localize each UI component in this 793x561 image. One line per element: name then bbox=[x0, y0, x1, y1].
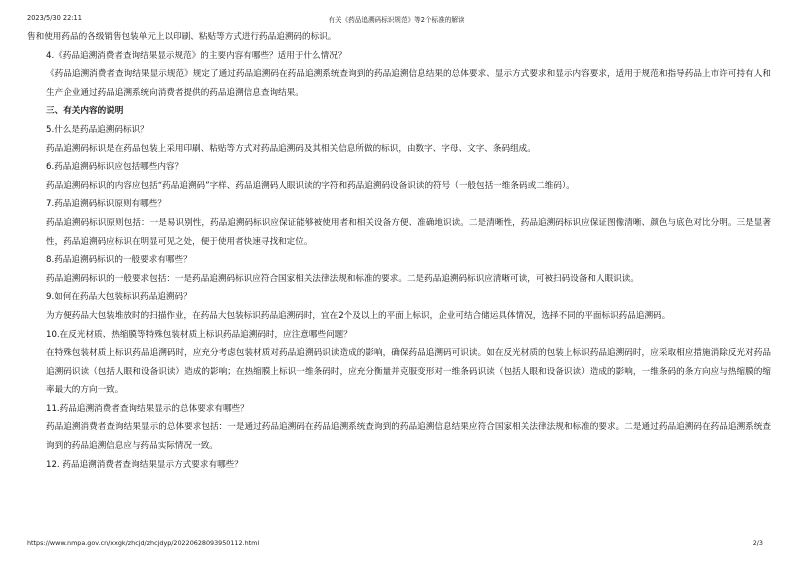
paragraph: 《药品追溯消费者查询结果显示规范》规定了通过药品追溯码在药品追溯系统查询到的药品追溯信息结果的总体要求、显示方式要求和显示内容要求，适用于规范和指导药品上市许可持有人和生产企业通过药品追溯系统向消费者提供的药品追溯信息查询结果。 bbox=[46, 69, 771, 98]
print-timestamp: 2023/5/30 22:11 bbox=[27, 14, 82, 22]
article-body bbox=[27, 28, 771, 474]
paragraph: 药品追溯码标识的内容应包括“药品追溯码”字样、药品追溯码人眼识读的字符和药品追溯码设备识读的符号（一般包括一维条码或二维码）。 bbox=[46, 180, 575, 191]
section-heading: 三、有关内容的说明 bbox=[46, 106, 124, 117]
page-number: 2/3 bbox=[752, 539, 763, 547]
paragraph: 药品追溯码标识是在药品包装上采用印刷、粘贴等方式对药品追溯码及其相关信息所做的标识，由数字、字母、文字、条码组成。 bbox=[46, 143, 536, 154]
question-heading: 12. 药品追溯消费者查询结果显示方式要求有哪些？ bbox=[46, 459, 243, 470]
document-title: 有关《药品追溯码标识规范》等2个标准的解读 bbox=[328, 16, 465, 24]
question-heading: 6.药品追溯码标识应包括哪些内容？ bbox=[46, 162, 184, 173]
paragraph: 在特殊包装材质上标识药品追溯码时，应充分考虑包装材质对药品追溯码识读造成的影响，确保药品追溯码可识读。如在反光材质的包装上标识药品追溯码时，应采取相应措施消除反光对药品追溯码识读（包括人眼和设备识读）造成的影响；在热缩膜上标识一维条码时，应充分衡量并克服变形对一维条码识读（包括人眼和设备识读）造成的影响，一维条码的条方向应与热缩膜的缩率最大的方向一致。 bbox=[46, 348, 771, 396]
question-heading: 7.药品追溯码标识原则有哪些？ bbox=[46, 199, 166, 210]
paragraph: 药品追溯码标识原则包括：一是易识别性，药品追溯码标识应保证能够被使用者和相关设备方便、准确地识读。二是清晰性，药品追溯码标识应保证图像清晰、颜色与底色对比分明。三是显著性，药品追溯码应标识在明显可见之处，便于使用者快速寻找和定位。 bbox=[46, 217, 771, 247]
question-heading: 11.药品追溯消费者查询结果显示的总体要求有哪些？ bbox=[46, 403, 249, 414]
paragraph: 售和使用药品的各级销售包装单元上以印刷、粘贴等方式进行药品追溯码的标识。 bbox=[27, 32, 337, 42]
question-heading: 10.在反光材质、热缩膜等特殊包装材质上标识药品追溯码时，应注意哪些问题？ bbox=[46, 329, 352, 340]
paragraph: 药品追溯消费者查询结果显示的总体要求包括：一是通过药品追溯码在药品追溯系统查询到的药品追溯信息结果应符合国家相关法律法规和标准的要求。二是通过药品追溯码在药品追溯系统查询到的药品追溯信息应与药品实际情况一致。 bbox=[46, 422, 771, 452]
question-heading: 4.《药品追溯消费者查询结果显示规范》的主要内容有哪些？适用于什么情况？ bbox=[46, 50, 347, 61]
paragraph: 药品追溯码标识的一般要求包括：一是药品追溯码标识应符合国家相关法律法规和标准的要求。二是药品追溯码标识应清晰可读，可被扫码设备和人眼识读。 bbox=[46, 273, 639, 284]
page-url: https://www.nmpa.gov.cn/xxgk/zhcjd/zhcjdyp/20220628093950112.html bbox=[27, 539, 260, 547]
question-heading: 8.药品追溯码标识的一般要求有哪些？ bbox=[46, 255, 192, 266]
paragraph: 为方便药品大包装堆放时的扫描作业，在药品大包装标识药品追溯码时，宜在2个及以上的平面上标识，企业可结合储运具体情况，选择不同的平面标识药品追溯码。 bbox=[46, 310, 671, 321]
question-heading: 9.如何在药品大包装标识药品追溯码？ bbox=[46, 292, 192, 303]
question-heading: 5.什么是药品追溯码标识？ bbox=[46, 124, 149, 135]
